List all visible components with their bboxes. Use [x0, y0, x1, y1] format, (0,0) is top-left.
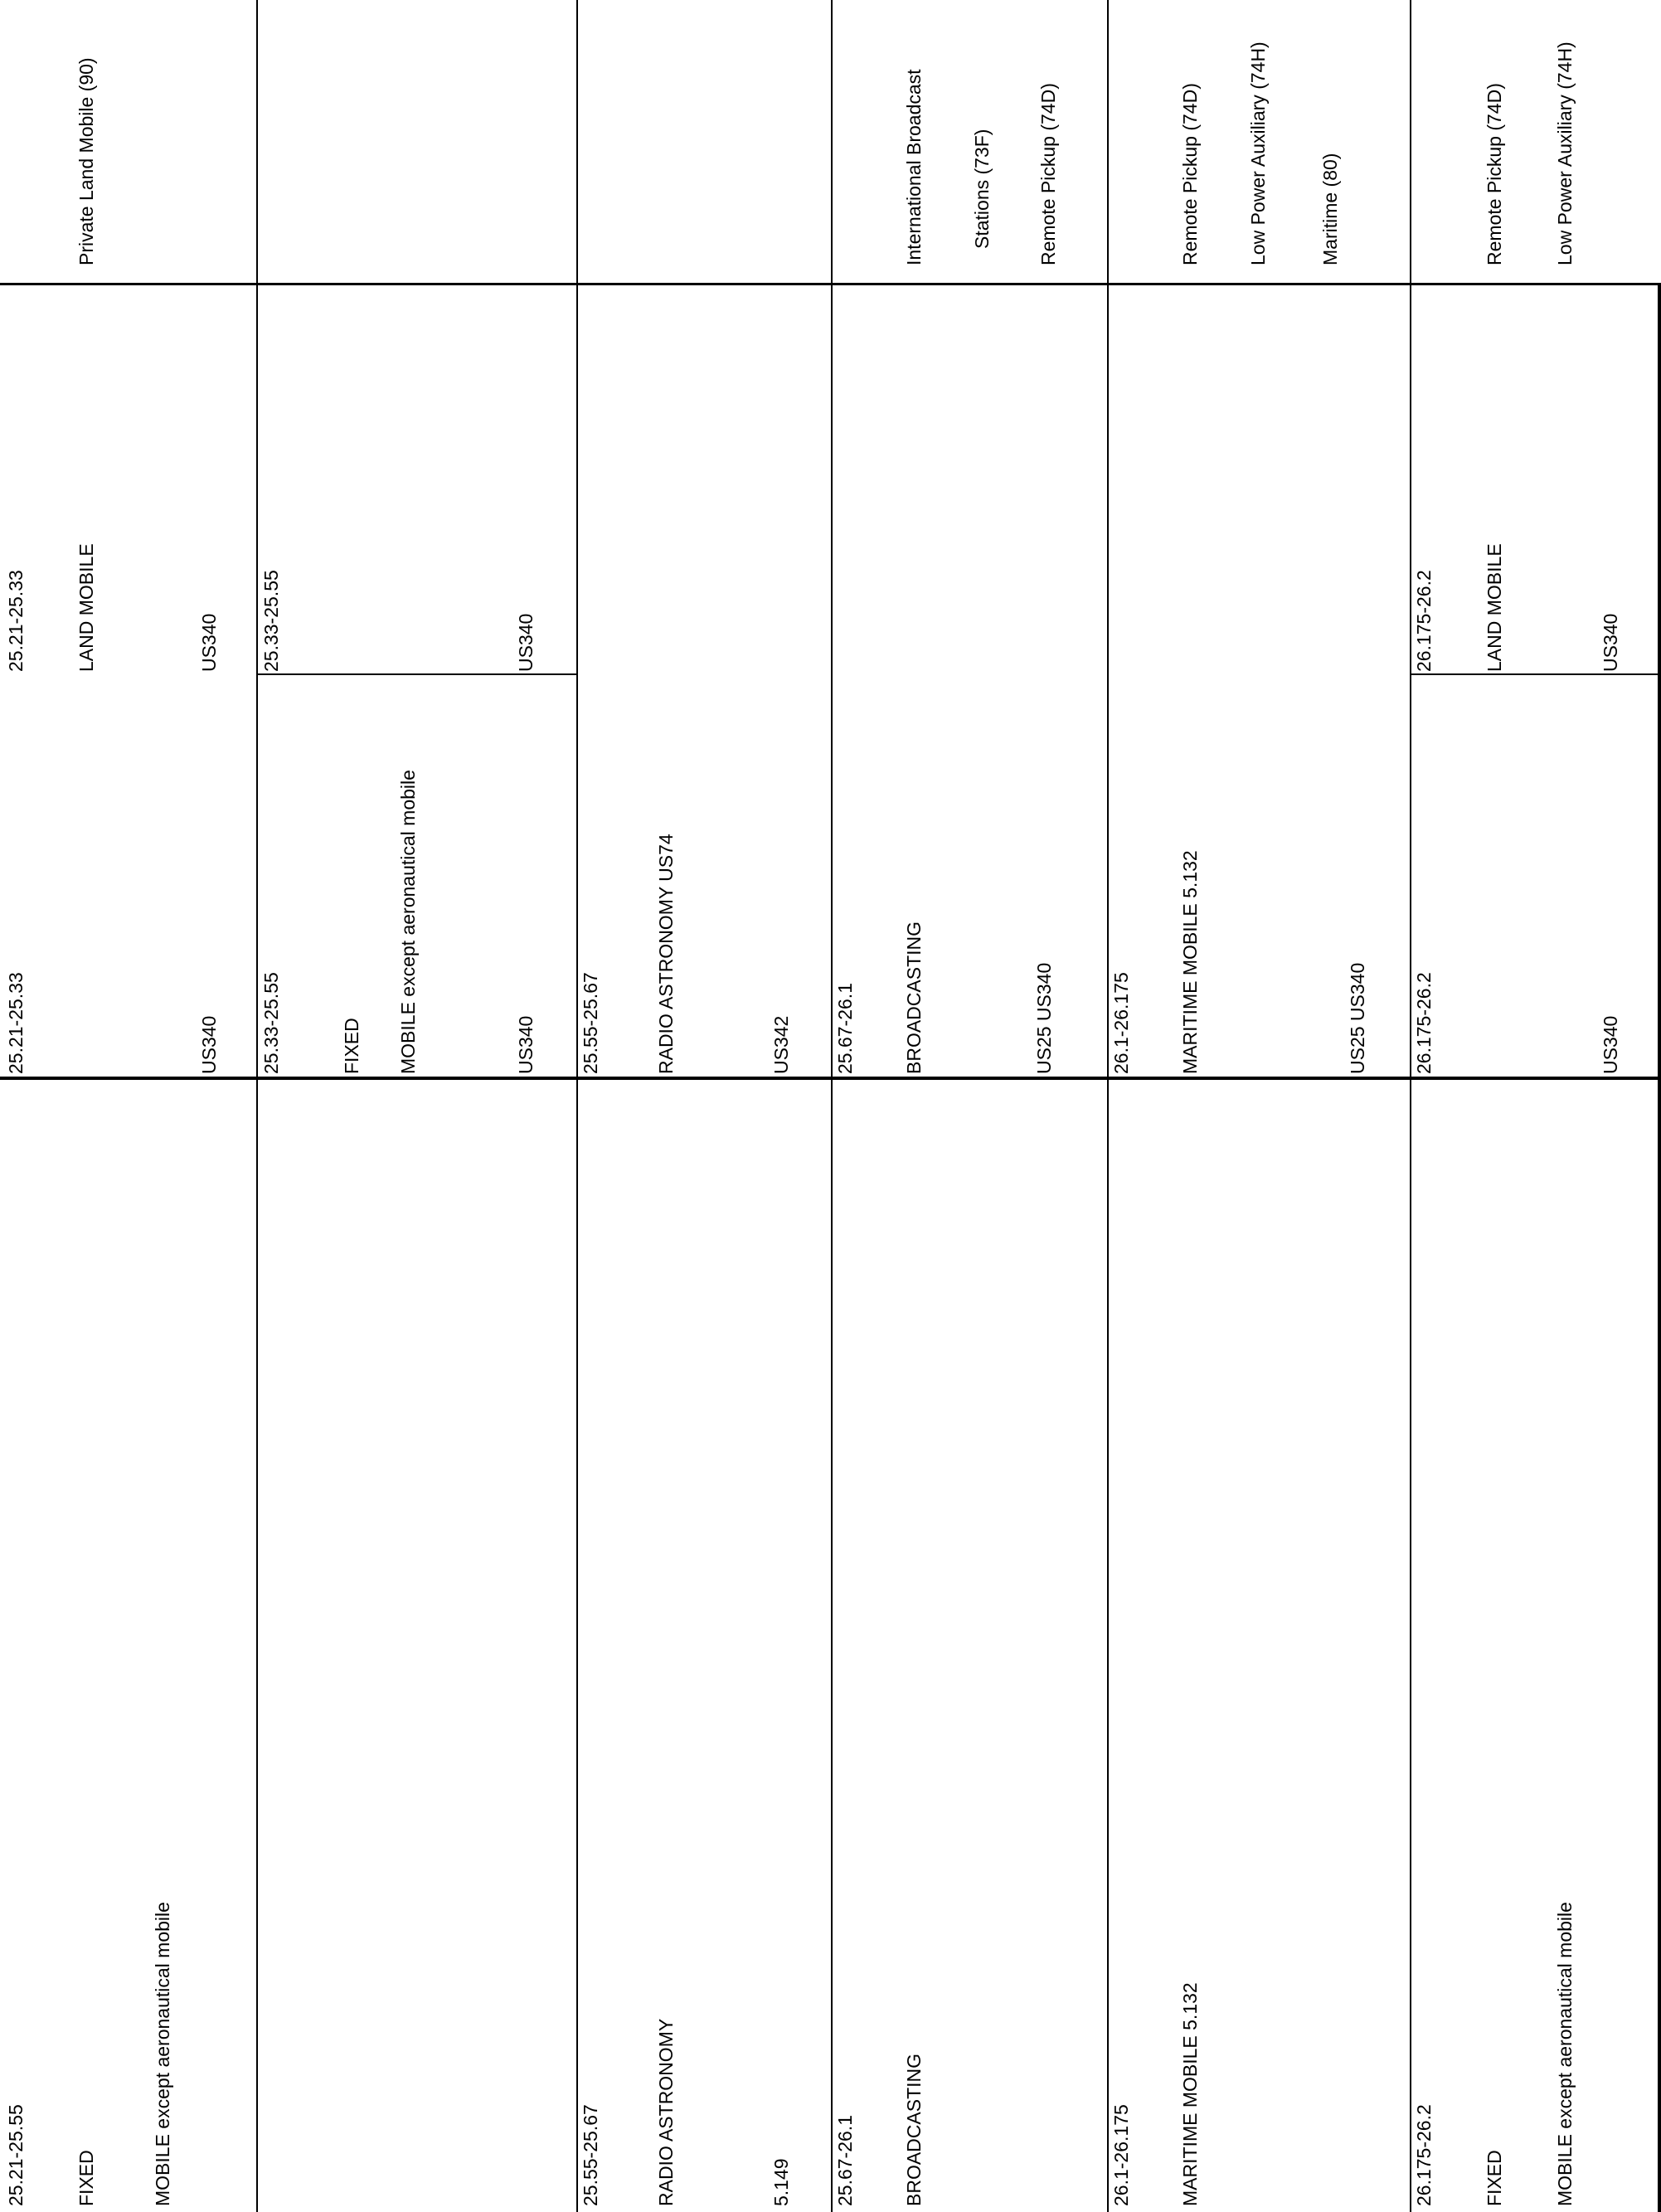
service-a-25-67: BROADCASTING — [903, 2053, 925, 2206]
divider-h-bc-2 — [1410, 673, 1661, 675]
divider-v-row3 — [831, 0, 833, 2212]
divider-v-row5 — [1410, 0, 1411, 2212]
service-a-25-55: RADIO ASTRONOMY — [655, 2018, 677, 2206]
divider-v-row1 — [256, 0, 258, 2212]
service-b-25-55: RADIO ASTRONOMY US74 — [655, 834, 677, 1074]
service-a-26-175-fixed: FIXED — [1484, 2150, 1505, 2206]
freq-c-26-175: 26.175-26.2 — [1413, 570, 1435, 672]
freq-b-25-67: 25.67-26.1 — [834, 983, 856, 1074]
rule-d-row6-b: Low Power Auxiliary (74H) — [1554, 41, 1576, 265]
divider-v-row4 — [1107, 0, 1109, 2212]
service-b-25-33-fixed: FIXED — [341, 1018, 362, 1074]
footnote-c-25-21: US340 — [198, 613, 220, 672]
freq-b-25-33: 25.33-25.55 — [260, 972, 282, 1074]
footnote-b-25-55: US342 — [770, 1015, 792, 1074]
freq-b-25-21: 25.21-25.33 — [5, 972, 27, 1074]
footnote-b-25-33: US340 — [515, 1015, 537, 1074]
service-b-25-67: BROADCASTING — [903, 921, 925, 1074]
footnote-b-26-175: US340 — [1600, 1015, 1621, 1074]
footnote-b-25-21: US340 — [198, 1015, 220, 1074]
rule-d-row5-a: Remote Pickup (74D) — [1179, 83, 1201, 265]
rule-d-row4-a: International Broadcast — [903, 69, 925, 265]
divider-v-row2 — [576, 0, 578, 2212]
service-a-26-175-mobile: MOBILE except aeronautical mobile — [1554, 1902, 1576, 2206]
border-right — [1658, 285, 1661, 2212]
service-b-26-1: MARITIME MOBILE 5.132 — [1179, 850, 1201, 1074]
freq-b-26-175: 26.175-26.2 — [1413, 972, 1435, 1074]
service-b-25-33-mobile: MOBILE except aeronautical mobile — [397, 770, 419, 1074]
footnote-c-26-175: US340 — [1600, 613, 1621, 672]
freq-a-25-21: 25.21-25.55 — [5, 2104, 27, 2206]
rule-d-row4-b: Stations (73F) — [971, 129, 993, 249]
rule-d-row5-c: Maritime (80) — [1319, 153, 1341, 265]
footnote-b-25-67: US25 US340 — [1033, 962, 1055, 1074]
freq-a-25-55: 25.55-25.67 — [580, 2104, 601, 2206]
freq-b-26-1: 26.1-26.175 — [1110, 972, 1132, 1074]
footnote-c-25-33: US340 — [515, 613, 537, 672]
service-c-26-175: LAND MOBILE — [1484, 543, 1505, 672]
service-a-25-21-mobile: MOBILE except aeronautical mobile — [152, 1902, 173, 2206]
service-a-26-1: MARITIME MOBILE 5.132 — [1179, 1982, 1201, 2206]
freq-c-25-33: 25.33-25.55 — [260, 570, 282, 672]
footnote-a-25-55: 5.149 — [770, 2158, 792, 2206]
service-c-25-21: LAND MOBILE — [75, 543, 97, 672]
footnote-b-26-1: US25 US340 — [1347, 962, 1368, 1074]
divider-h-bc-1 — [256, 673, 576, 675]
freq-c-25-21: 25.21-25.33 — [5, 570, 27, 672]
freq-b-25-55: 25.55-25.67 — [580, 972, 601, 1074]
rule-d-row1: Private Land Mobile (90) — [75, 57, 97, 265]
rule-d-row6-a: Remote Pickup (74D) — [1484, 83, 1505, 265]
rule-d-row5-b: Low Power Auxiliary (74H) — [1247, 41, 1269, 265]
freq-a-26-175: 26.175-26.2 — [1413, 2104, 1435, 2206]
service-a-25-21-fixed: FIXED — [75, 2150, 97, 2206]
freq-a-26-1: 26.1-26.175 — [1110, 2104, 1132, 2206]
freq-a-25-67: 25.67-26.1 — [834, 2115, 856, 2206]
rule-d-row4-c: Remote Pickup (74D) — [1037, 83, 1059, 265]
